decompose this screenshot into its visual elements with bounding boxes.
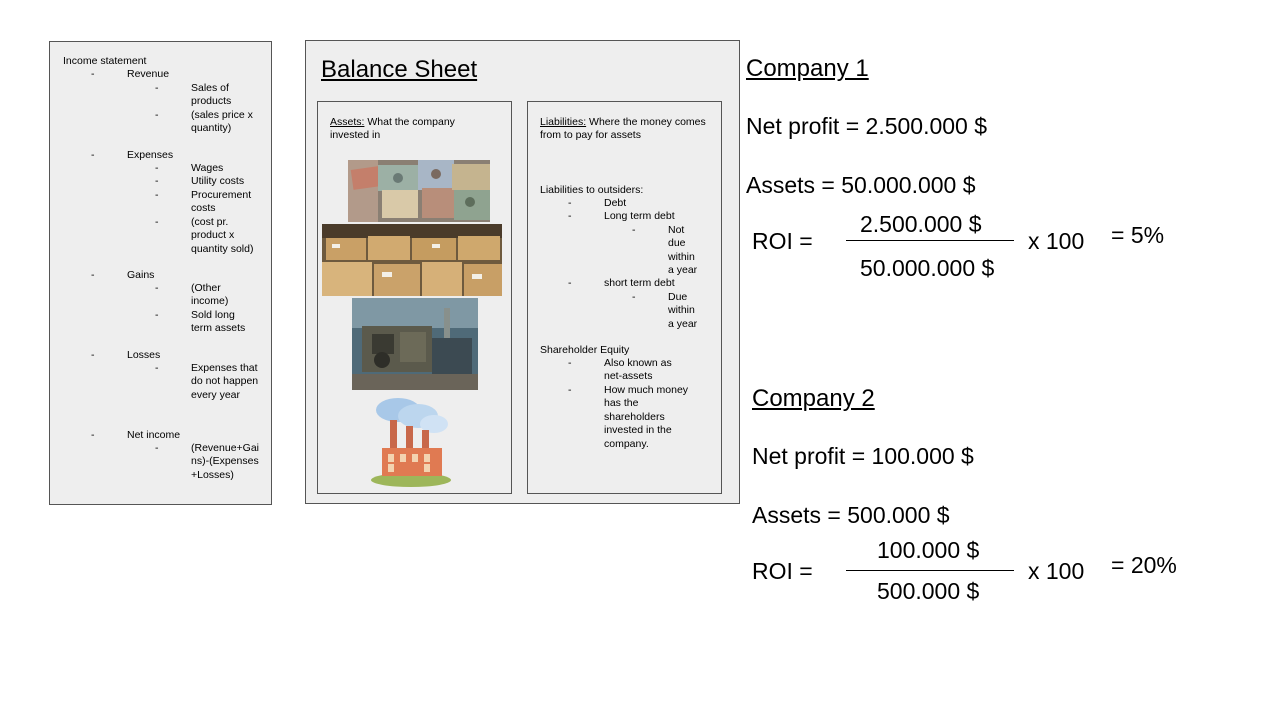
dash: - (568, 277, 572, 289)
dash: - (155, 442, 159, 454)
long-term-debt-note: Not due within a year (668, 224, 698, 277)
short-term-debt-note: Due within a year (668, 291, 698, 330)
revenue-label: Revenue (127, 68, 170, 80)
company-1-title: Company 1 (746, 55, 869, 82)
short-term-debt-label: short term debt (604, 277, 675, 289)
company-1-assets: Assets = 50.000.000 $ (746, 172, 976, 198)
income-statement-title: Income statement (63, 55, 147, 67)
losses-item: Expenses that do not happen every year (191, 362, 259, 401)
dash: - (155, 162, 159, 174)
warehouse-boxes-image (322, 224, 502, 296)
liabilities-heading: Liabilities: (540, 116, 587, 128)
long-term-debt-label: Long term debt (604, 210, 675, 222)
revenue-item: Sales of products (191, 82, 232, 108)
company-2-denominator: 500.000 $ (877, 578, 980, 604)
dash: - (155, 362, 159, 374)
assets-description (330, 116, 470, 143)
liabilities-text: Where the money comes from to pay for assets (540, 116, 706, 142)
debt-label: Debt (604, 197, 627, 209)
liabilities-box (527, 101, 722, 494)
expenses-label: Expenses (127, 149, 174, 161)
liabilities-description (540, 116, 712, 143)
dash: - (568, 197, 572, 209)
income-statement-panel (49, 41, 272, 505)
dash: - (632, 291, 636, 303)
dash: - (91, 429, 95, 441)
company-1-multiplier: x 100 (1028, 228, 1085, 254)
dash: - (91, 68, 95, 80)
liabilities-outsiders-label: Liabilities to outsiders: (540, 184, 644, 196)
company-1-numerator: 2.500.000 $ (860, 211, 982, 237)
balance-sheet-panel (305, 40, 740, 504)
net-income-item: (Revenue+Gains)-(Expenses+Losses) (191, 442, 259, 481)
expenses-item: Wages (191, 162, 224, 174)
money-image (348, 160, 490, 222)
dash: - (155, 216, 159, 228)
company-1-result: = 5% (1111, 222, 1165, 248)
assets-box (317, 101, 512, 494)
company-1-denominator: 50.000.000 $ (860, 255, 995, 281)
company-2-net-profit: Net profit = 100.000 $ (752, 443, 974, 469)
revenue-item: (sales price x quantity) (191, 109, 253, 135)
assets-heading: Assets: (330, 116, 365, 128)
dash: - (155, 309, 159, 321)
equity-item: Also known as net-assets (604, 357, 672, 383)
expenses-item: (cost pr. product x quantity sold) (191, 216, 254, 255)
equity-item: How much money has the shareholders invested in the company. (604, 384, 689, 450)
dash: - (155, 175, 159, 187)
company-2-assets: Assets = 500.000 $ (752, 502, 950, 528)
factory-machine-image (352, 298, 478, 390)
company-2-numerator: 100.000 $ (877, 537, 980, 563)
expenses-item: Procurement costs (191, 189, 252, 215)
company-2-title: Company 2 (752, 385, 875, 412)
shareholder-equity-label: Shareholder Equity (540, 344, 630, 356)
gains-item: (Other income) (191, 282, 229, 308)
dash: - (91, 149, 95, 161)
assets-text: What the company invested in (330, 116, 455, 142)
factory-clipart-image (368, 394, 454, 488)
dash: - (568, 357, 572, 369)
dash: - (91, 349, 95, 361)
dash: - (632, 224, 636, 236)
company-1-fraction-line (846, 240, 1014, 241)
dash: - (155, 282, 159, 294)
dash: - (155, 109, 159, 121)
company-1-net-profit: Net profit = 2.500.000 $ (746, 113, 988, 139)
gains-item: Sold long term assets (191, 309, 246, 335)
company-2-roi-label: ROI = (752, 558, 813, 584)
losses-label: Losses (127, 349, 161, 361)
dash: - (568, 210, 572, 222)
balance-sheet-title: Balance Sheet (321, 56, 478, 83)
company-2-fraction-line (846, 570, 1014, 571)
dash: - (155, 189, 159, 201)
dash: - (91, 269, 95, 281)
dash: - (568, 384, 572, 396)
gains-label: Gains (127, 269, 155, 281)
expenses-item: Utility costs (191, 175, 245, 187)
company-2-multiplier: x 100 (1028, 558, 1085, 584)
company-1-roi-label: ROI = (752, 228, 813, 254)
dash: - (155, 82, 159, 94)
net-income-label: Net income (127, 429, 181, 441)
company-2-result: = 20% (1111, 552, 1177, 578)
